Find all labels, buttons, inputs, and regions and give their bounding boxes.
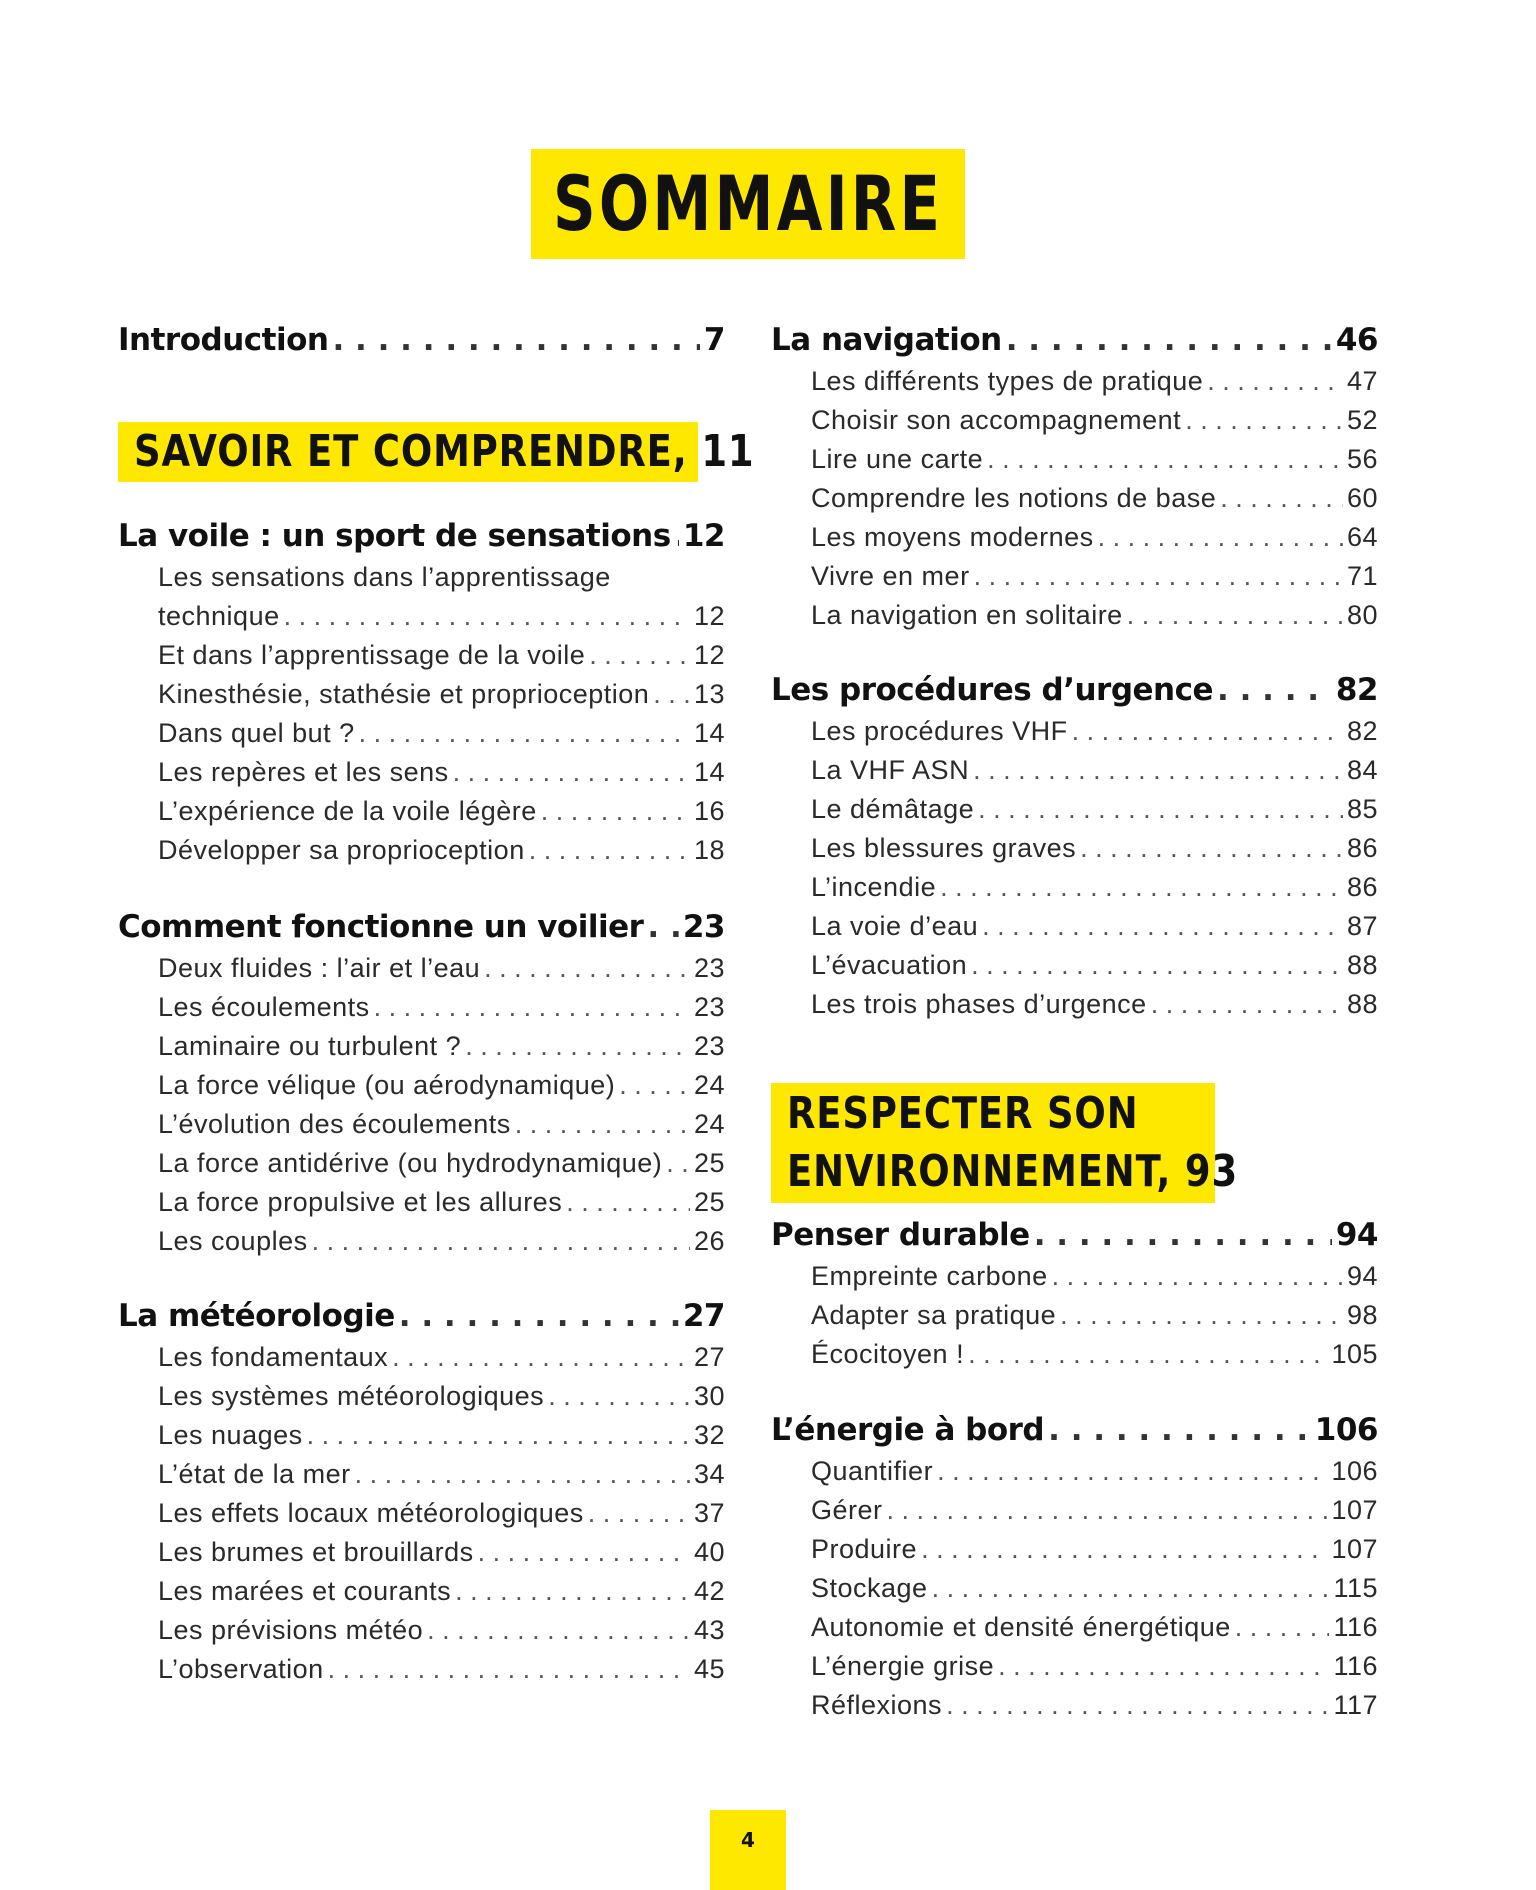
toc-entry[interactable] — [771, 868, 1378, 907]
toc-entry-label: Réflexions — [811, 1690, 943, 1720]
toc-entry[interactable] — [771, 557, 1378, 596]
toc-entry[interactable] — [771, 440, 1378, 479]
toc-entry[interactable] — [771, 946, 1378, 985]
toc-entry-label: L’état de la mer — [158, 1459, 351, 1489]
toc-entry-label: Les différents types de pratique — [811, 366, 1204, 396]
toc-entry-label: Lire une carte — [811, 444, 984, 474]
toc-entry[interactable] — [771, 751, 1378, 790]
toc-entry-label: La voie d’eau — [811, 911, 979, 941]
toc-entry-label: La force propulsive et les allures — [158, 1187, 563, 1217]
toc-chapter[interactable] — [118, 1296, 725, 1336]
toc-chapter[interactable] — [118, 907, 725, 947]
toc-entry-label: La force antidérive (ou hydrodynamique) — [158, 1148, 663, 1178]
toc-entry[interactable] — [118, 1572, 725, 1611]
toc-chapter-page: 82 — [1335, 672, 1378, 708]
toc-entry-label: Les procédures VHF — [811, 716, 1068, 746]
toc-entry[interactable] — [771, 1257, 1378, 1296]
toc-entry-page: 26 — [693, 1226, 725, 1256]
toc-chapter[interactable] — [771, 320, 1378, 360]
toc-chapter[interactable] — [771, 670, 1378, 710]
toc-entry-label: Vivre en mer — [811, 561, 970, 591]
toc-entry-page: 37 — [693, 1498, 725, 1528]
toc-entry[interactable] — [771, 790, 1378, 829]
toc-entry[interactable] — [118, 1222, 725, 1261]
toc-entry-label: Produire — [811, 1534, 918, 1564]
toc-entry[interactable] — [771, 518, 1378, 557]
toc-entry-label: Le démâtage — [811, 794, 975, 824]
toc-chapter-label: La météorologie — [118, 1298, 395, 1334]
toc-entry-page: 40 — [693, 1537, 725, 1567]
toc-entry[interactable] — [118, 988, 725, 1027]
toc-entry[interactable] — [118, 1611, 725, 1650]
toc-entry-page: 12 — [693, 640, 725, 670]
toc-entry-label: Les fondamentaux — [158, 1342, 389, 1372]
toc-chapter-page: 94 — [1335, 1217, 1378, 1253]
toc-entry-label: L’expérience de la voile légère — [158, 796, 537, 826]
toc-entry-label: L’observation — [158, 1654, 324, 1684]
toc-entry-page: 45 — [693, 1654, 725, 1684]
toc-entry[interactable] — [118, 1027, 725, 1066]
toc-entry[interactable] — [118, 753, 725, 792]
toc-entry-label: Les repères et les sens — [158, 757, 449, 787]
toc-entry[interactable] — [118, 1144, 725, 1183]
toc-entry[interactable] — [771, 401, 1378, 440]
toc-entry[interactable] — [118, 1105, 725, 1144]
toc-entry-label: Choisir son accompagnement — [811, 405, 1182, 435]
toc-entry-page: 14 — [693, 757, 725, 787]
toc-entry-page: 24 — [693, 1109, 725, 1139]
toc-entry[interactable] — [771, 596, 1378, 635]
toc-entry-label: Développer sa proprioception — [158, 835, 525, 865]
toc-entry-label: Les sensations dans l’apprentissage — [158, 562, 611, 592]
toc-entry-label: Les trois phases d’urgence — [811, 989, 1147, 1019]
section-title-line2: ENVIRONNEMENT, 93 — [787, 1146, 1239, 1197]
toc-entry-page: 71 — [1346, 561, 1378, 591]
toc-entry[interactable] — [118, 949, 725, 988]
toc-entry-page: 107 — [1331, 1534, 1378, 1564]
toc-entry[interactable] — [771, 907, 1378, 946]
toc-entry-page: 32 — [693, 1420, 725, 1450]
toc-entry[interactable] — [771, 1530, 1378, 1569]
toc-chapter-page: 12 — [682, 518, 725, 554]
toc-chapter-page: 106 — [1314, 1412, 1378, 1448]
toc-entry-page: 56 — [1346, 444, 1378, 474]
toc-entry-label: La force vélique (ou aérodynamique) — [158, 1070, 616, 1100]
toc-entry-label: Laminaire ou turbulent ? — [158, 1031, 462, 1061]
toc-entry-label: Empreinte carbone — [811, 1261, 1048, 1291]
toc-entry-page: 117 — [1333, 1690, 1378, 1720]
toc-entry-page: 52 — [1346, 405, 1378, 435]
toc-entry-page: 94 — [1346, 1261, 1378, 1291]
section-banner-respecter — [771, 1083, 1239, 1203]
toc-chapter[interactable] — [771, 1410, 1378, 1450]
toc-entry-page: 105 — [1331, 1339, 1378, 1369]
toc-entry[interactable] — [118, 792, 725, 831]
toc-entry[interactable] — [118, 636, 725, 675]
toc-chapter[interactable] — [771, 1215, 1378, 1255]
toc-entry-page: 82 — [1346, 716, 1378, 746]
toc-entry[interactable] — [771, 1569, 1378, 1608]
toc-entry[interactable] — [771, 1686, 1378, 1725]
toc-entry-label: La VHF ASN — [811, 755, 970, 785]
toc-entry[interactable] — [771, 479, 1378, 518]
toc-entry[interactable] — [118, 714, 725, 753]
toc-entry-page: 23 — [693, 1031, 725, 1061]
toc-entry[interactable] — [771, 1608, 1378, 1647]
toc-entry[interactable] — [118, 1377, 725, 1416]
toc-entry-page: 98 — [1346, 1300, 1378, 1330]
toc-entry-label: Les prévisions météo — [158, 1615, 424, 1645]
toc-entry-label: L’énergie grise — [811, 1651, 995, 1681]
toc-chapter-label: La voile : un sport de sensations — [118, 518, 671, 554]
toc-entry-page: 87 — [1346, 911, 1378, 941]
toc-entry-page: 106 — [1331, 1456, 1378, 1486]
toc-entry[interactable] — [118, 1183, 725, 1222]
toc-entry-page: 16 — [693, 796, 725, 826]
toc-entry-label: Quantifier — [811, 1456, 934, 1486]
toc-entry-page: 88 — [1346, 989, 1378, 1019]
toc-entry-label: Les brumes et brouillards — [158, 1537, 474, 1567]
toc-entry[interactable] — [118, 1533, 725, 1572]
toc-entry[interactable] — [118, 1494, 725, 1533]
toc-entry-page: 23 — [693, 992, 725, 1022]
toc-entry-page: 86 — [1346, 872, 1378, 902]
toc-entry-label: Écocitoyen ! — [811, 1339, 965, 1369]
toc-entry[interactable] — [118, 831, 725, 870]
toc-chapter-label: L’énergie à bord — [771, 1412, 1045, 1448]
toc-chapter-label: Les procédures d’urgence — [771, 672, 1214, 708]
toc-chapter-page: 46 — [1335, 322, 1378, 358]
page-number: 4 — [710, 1810, 786, 1890]
toc-entry-label: Autonomie et densité énergétique — [811, 1612, 1231, 1642]
toc-chapter-page: 27 — [682, 1298, 725, 1334]
toc-entry-page: 84 — [1346, 755, 1378, 785]
toc-chapter[interactable] — [118, 516, 725, 556]
toc-entry-page: 116 — [1333, 1651, 1378, 1681]
toc-entry-label: Les effets locaux météorologiques — [158, 1498, 584, 1528]
toc-entry-page: 107 — [1331, 1495, 1378, 1525]
toc-entry-page: 86 — [1346, 833, 1378, 863]
toc-entry-label: La navigation en solitaire — [811, 600, 1123, 630]
toc-entry-label: Gérer — [811, 1495, 883, 1525]
toc-entry[interactable] — [118, 1650, 725, 1689]
toc-chapter-label: La navigation — [771, 322, 1002, 358]
toc-entry-page: 25 — [693, 1148, 725, 1178]
page-title: SOMMAIRE — [552, 159, 944, 248]
toc-entry-label: L’incendie — [811, 872, 937, 902]
toc-entry[interactable] — [771, 829, 1378, 868]
toc-entry-page: 25 — [693, 1187, 725, 1217]
toc-entry-label: Les marées et courants — [158, 1576, 452, 1606]
toc-entry[interactable] — [118, 1416, 725, 1455]
toc-entry-page: 34 — [693, 1459, 725, 1489]
toc-entry-label: Introduction — [118, 322, 329, 358]
toc-entry[interactable] — [118, 675, 725, 714]
toc-entry-page: 13 — [693, 679, 725, 709]
toc-entry-page: 116 — [1333, 1612, 1378, 1642]
toc-entry-label: Et dans l’apprentissage de la voile — [158, 640, 586, 670]
toc-entry[interactable] — [118, 558, 725, 636]
section-title-line1: RESPECTER SON — [787, 1088, 1139, 1139]
toc-entry-label: Comprendre les notions de base — [811, 483, 1217, 513]
toc-entry-label: Adapter sa pratique — [811, 1300, 1057, 1330]
toc-entry-label: Kinesthésie, stathésie et proprioception — [158, 679, 650, 709]
toc-entry-label: Stockage — [811, 1573, 928, 1603]
toc-entry[interactable] — [118, 1338, 725, 1377]
section-banner-savoir — [118, 422, 755, 482]
toc-entry-label-cont: technique — [158, 601, 280, 631]
toc-chapter-label: Penser durable — [771, 1217, 1030, 1253]
toc-entry-page: 7 — [703, 322, 725, 358]
toc-entry-page: 115 — [1333, 1573, 1378, 1603]
toc-entry[interactable] — [118, 1455, 725, 1494]
toc-intro[interactable] — [118, 320, 725, 360]
toc-entry-label: Les écoulements — [158, 992, 370, 1022]
toc-entry-page: 47 — [1346, 366, 1378, 396]
toc-entry-label: L’évolution des écoulements — [158, 1109, 511, 1139]
toc-entry[interactable] — [771, 1491, 1378, 1530]
toc-entry[interactable] — [771, 1452, 1378, 1491]
toc-entry-page: 88 — [1346, 950, 1378, 980]
toc-entry-page: 85 — [1346, 794, 1378, 824]
toc-entry-label: Deux fluides : l’air et l’eau — [158, 953, 481, 983]
toc-entry-label: Dans quel but ? — [158, 718, 355, 748]
toc-entry-page: 27 — [693, 1342, 725, 1372]
toc-entry[interactable] — [771, 1647, 1378, 1686]
toc-entry[interactable] — [771, 1296, 1378, 1335]
toc-entry[interactable] — [771, 985, 1378, 1024]
toc-entry-label: Les nuages — [158, 1420, 303, 1450]
toc-entry-label: Les blessures graves — [811, 833, 1077, 863]
toc-entry-page: 60 — [1346, 483, 1378, 513]
toc-entry-page: 43 — [693, 1615, 725, 1645]
toc-entry-page: 14 — [693, 718, 725, 748]
toc-entry-page: 30 — [693, 1381, 725, 1411]
toc-entry-label: Les couples — [158, 1226, 308, 1256]
toc-entry[interactable] — [771, 1335, 1378, 1374]
toc-chapter-page: 23 — [682, 909, 725, 945]
title-banner — [531, 149, 965, 259]
toc-entry-label: Les systèmes météorologiques — [158, 1381, 545, 1411]
toc-entry-page: 18 — [693, 835, 725, 865]
section-title: SAVOIR ET COMPRENDRE, 11 — [134, 426, 755, 477]
toc-chapter-label: Comment fonctionne un voilier — [118, 909, 644, 945]
toc-entry-page: 64 — [1346, 522, 1378, 552]
toc-entry-page: 42 — [693, 1576, 725, 1606]
toc-entry-label: L’évacuation — [811, 950, 968, 980]
toc-entry[interactable] — [771, 712, 1378, 751]
toc-entry[interactable] — [118, 1066, 725, 1105]
toc-entry-page: 80 — [1346, 600, 1378, 630]
toc-entry-page: 24 — [693, 1070, 725, 1100]
toc-entry-page: 12 — [693, 601, 725, 631]
toc-entry-page: 23 — [693, 953, 725, 983]
toc-entry[interactable] — [771, 362, 1378, 401]
toc-entry-label: Les moyens modernes — [811, 522, 1094, 552]
